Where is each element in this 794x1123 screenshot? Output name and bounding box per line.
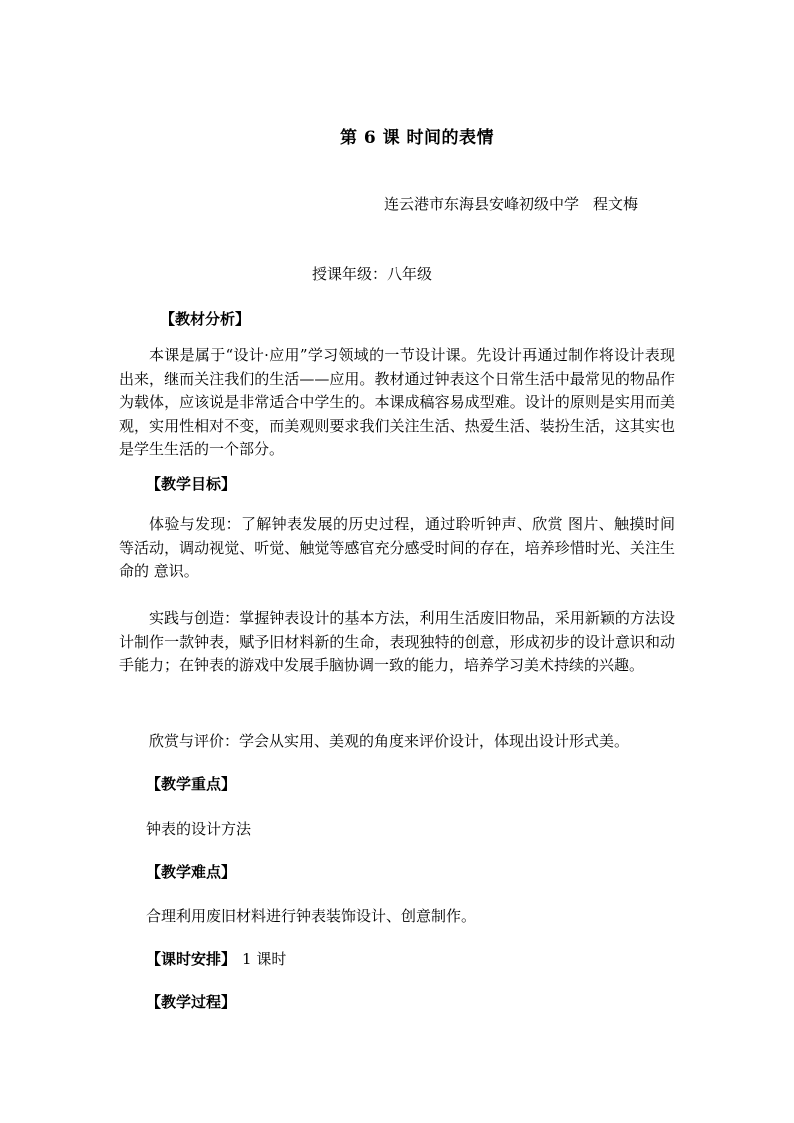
analysis-paragraph: 本课是属于“设计·应用”学习领域的一节设计课。先设计再通过制作将设计表现出来，继而关注我们的生活——应用。教材通过钟表这个日常生活中最常见的物品作为载体，应该说是非常适合中学生的。本课成稿容易成型难。设计的原则是实用而美观，实用性相对不变，而美观则要求我们关注生活、热爱生活、装扮生活，这其实也是学生生活的一个部分。 <box>119 346 675 458</box>
heading-schedule: 【课时安排】 <box>146 950 237 968</box>
author-name: 程文梅 <box>593 195 639 213</box>
keypoint-text: 钟表的设计方法 <box>146 820 252 838</box>
heading-analysis: 【教材分析】 <box>160 310 251 328</box>
schedule-value: 1 课时 <box>242 950 287 968</box>
goal-practice-paragraph: 实践与创造：掌握钟表设计的基本方法，利用生活废旧物品，采用新颖的方法设计制作一款钟表，赋予旧材料新的生命，表现独特的创意，形成初步的设计意识和动手能力；在钟表的游戏中发展手脑协调一致的能力，培养学习美术持续的兴趣。 <box>119 609 675 674</box>
difficulty-text: 合理利用废旧材料进行钟表装饰设计、创意制作。 <box>146 907 477 925</box>
document-title: 第 6 课 时间的表情 <box>339 128 495 148</box>
author-line <box>384 193 638 214</box>
schedule-line <box>146 948 286 969</box>
heading-difficulty: 【教学难点】 <box>146 863 237 881</box>
heading-goals: 【教学目标】 <box>146 475 237 493</box>
grade-line: 授课年级：八年级 <box>312 265 433 283</box>
goal-appreciation-paragraph: 欣赏与评价：学会从实用、美观的角度来评价设计，体现出设计形式美。 <box>149 732 630 750</box>
author-school: 连云港市东海县安峰初级中学 <box>384 195 580 213</box>
heading-keypoint: 【教学重点】 <box>146 775 237 793</box>
heading-process: 【教学过程】 <box>146 993 237 1011</box>
goal-experience-paragraph: 体验与发现：了解钟表发展的历史过程，通过聆听钟声、欣赏 图片、触摸时间等活动，调动视觉、听觉、触觉等感官充分感受时间的存在，培养珍惜时光、关注生命的 意识。 <box>119 515 675 580</box>
